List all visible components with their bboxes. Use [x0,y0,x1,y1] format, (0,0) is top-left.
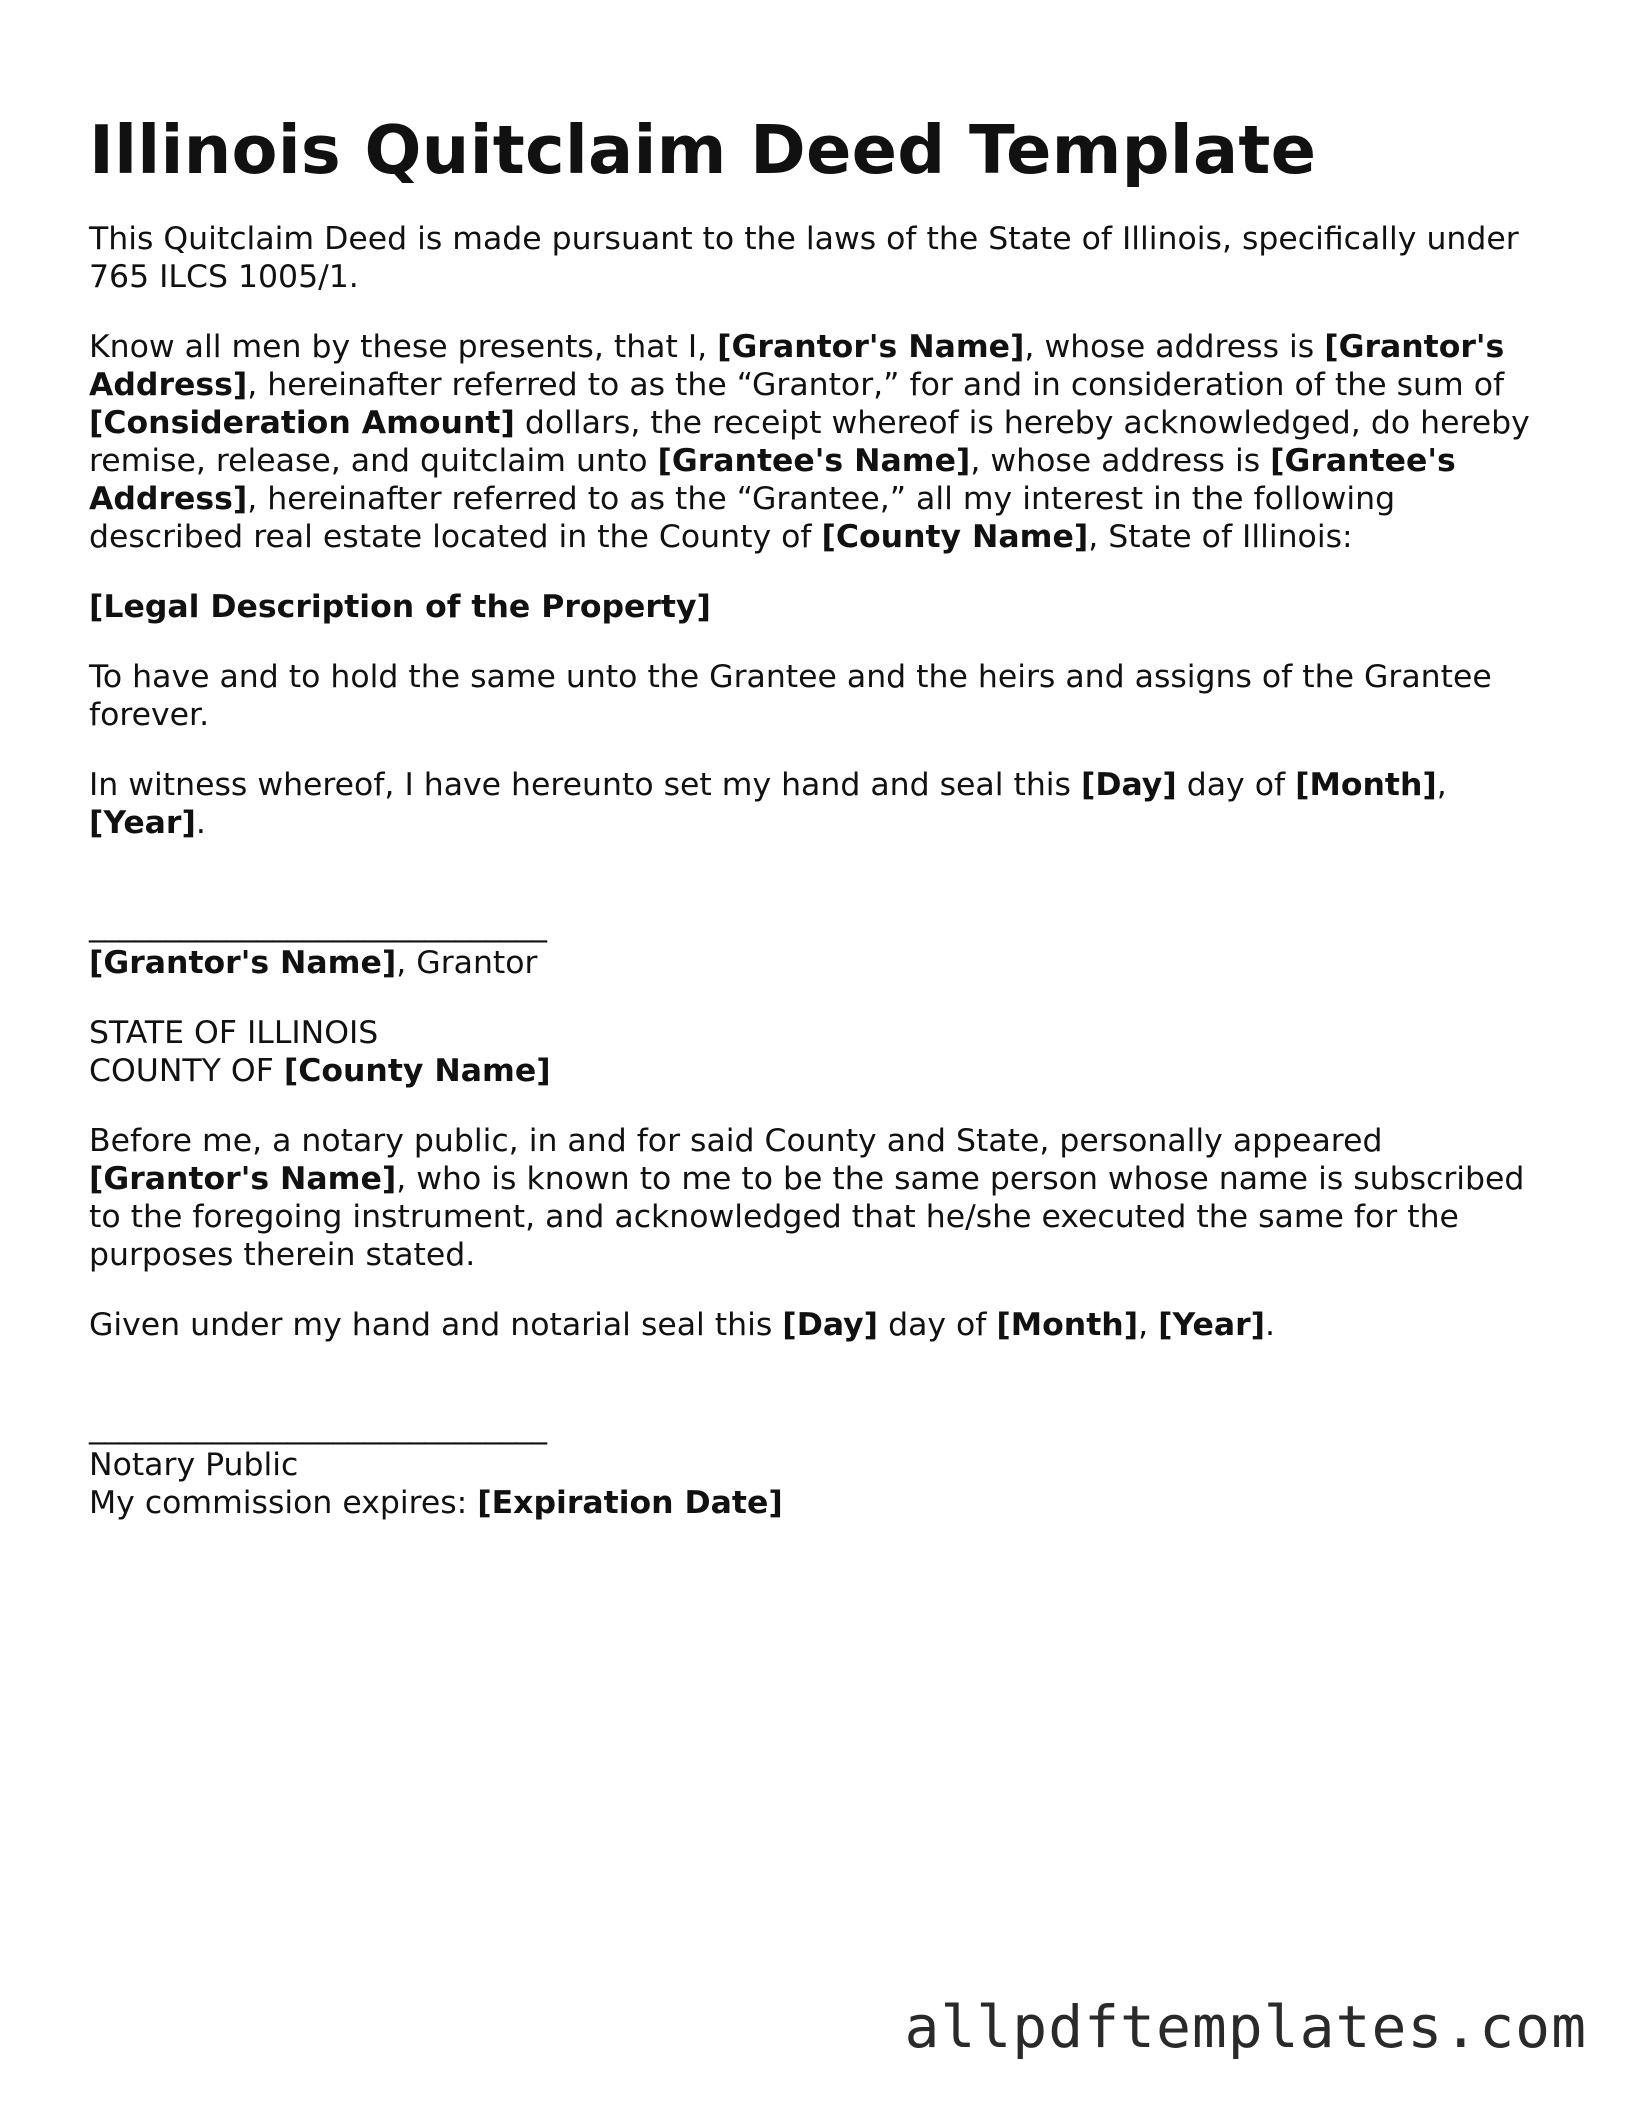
grantor-signature-line: ______________________________ [89,907,547,943]
acknowledgment-text: Before me, a notary public, in and for said County and State, personally appeared [89,1123,1383,1159]
notary-seal-text: day of [878,1307,997,1343]
footer-watermark: allpdftemplates.com [904,1993,1587,2061]
habendum-paragraph: To have and to hold the same unto the Grantee and the heirs and assigns of the Grantee forever. [89,659,1492,733]
notary-year-placeholder: [Year] [1158,1307,1266,1343]
venue-county-label: COUNTY OF [89,1053,284,1089]
intro-paragraph: This Quitclaim Deed is made pursuant to the laws of the State of Illinois, specifically under 765 ILCS 1005/1. [89,221,1519,295]
notary-seal-paragraph [89,1306,1549,1344]
acknowledgment-text: , who is known to me to be the same person whose name is subscribed to the foregoing instrument, and acknowledged that he/she executed the same for the purposes therein stated. [89,1161,1525,1273]
conveyance-text: , State of Illinois: [1088,519,1353,555]
legal-description-paragraph [89,588,1549,626]
conveyance-paragraph [89,328,1549,556]
notary-seal-text: . [1265,1307,1276,1343]
document-title: Illinois Quitclaim Deed Template [89,111,1317,189]
conveyance-text: , hereinafter referred to as the “Grantor,” for and in consideration of the sum of [247,367,1505,403]
year-placeholder: [Year] [89,805,196,841]
acknowledgment-paragraph [89,1122,1549,1274]
commission-expires-label: My commission expires: [89,1485,478,1521]
conveyance-text: , hereinafter referred to as the “Grantee,” all my interest in the following described real estate located in the County of [89,481,1396,555]
acknowledgment-grantor-placeholder: [Grantor's Name] [89,1161,397,1197]
conveyance-text: dollars, the receipt whereof is hereby acknowledged, do hereby remise, release, and quitclaim unto [89,405,1530,479]
grantor-signature-name: [Grantor's Name] [89,945,397,981]
witness-text: In witness whereof, I have hereunto set my hand and seal this [89,767,1081,803]
witness-text: , [1436,767,1447,803]
legal-description-placeholder: [Legal Description of the Property] [89,589,711,625]
witness-text: . [195,805,206,841]
expiration-date-placeholder: [Expiration Date] [477,1485,783,1521]
conveyance-text: , whose address is [1024,329,1325,365]
notary-day-placeholder: [Day] [782,1307,879,1343]
grantor-signature-role: , Grantor [396,945,538,981]
venue-county-placeholder: [County Name] [283,1053,551,1089]
consideration-placeholder: [Consideration Amount] [89,405,515,441]
grantee-address-placeholder: [Grantee's Address] [89,443,1456,517]
witness-paragraph [89,766,1549,842]
venue-state: STATE OF ILLINOIS [89,1015,379,1051]
month-placeholder: [Month] [1295,767,1437,803]
notary-seal-text: , [1138,1307,1159,1343]
county-placeholder: [County Name] [821,519,1089,555]
grantor-name-placeholder: [Grantor's Name] [717,329,1025,365]
conveyance-text: , whose address is [970,443,1271,479]
notary-signature-line: ______________________________ [89,1409,547,1445]
notary-signature-block [89,1408,1549,1522]
day-placeholder: [Day] [1080,767,1177,803]
conveyance-text: Know all men by these presents, that I, [89,329,718,365]
notary-month-placeholder: [Month] [996,1307,1139,1343]
grantor-address-placeholder: [Grantor's Address] [89,329,1505,403]
notary-title: Notary Public [89,1447,299,1483]
document-page [89,110,1549,1554]
venue-block [89,1014,1549,1090]
grantee-name-placeholder: [Grantee's Name] [657,443,971,479]
witness-text: day of [1176,767,1296,803]
grantor-signature-block [89,906,1549,982]
notary-seal-text: Given under my hand and notarial seal this [89,1307,783,1343]
